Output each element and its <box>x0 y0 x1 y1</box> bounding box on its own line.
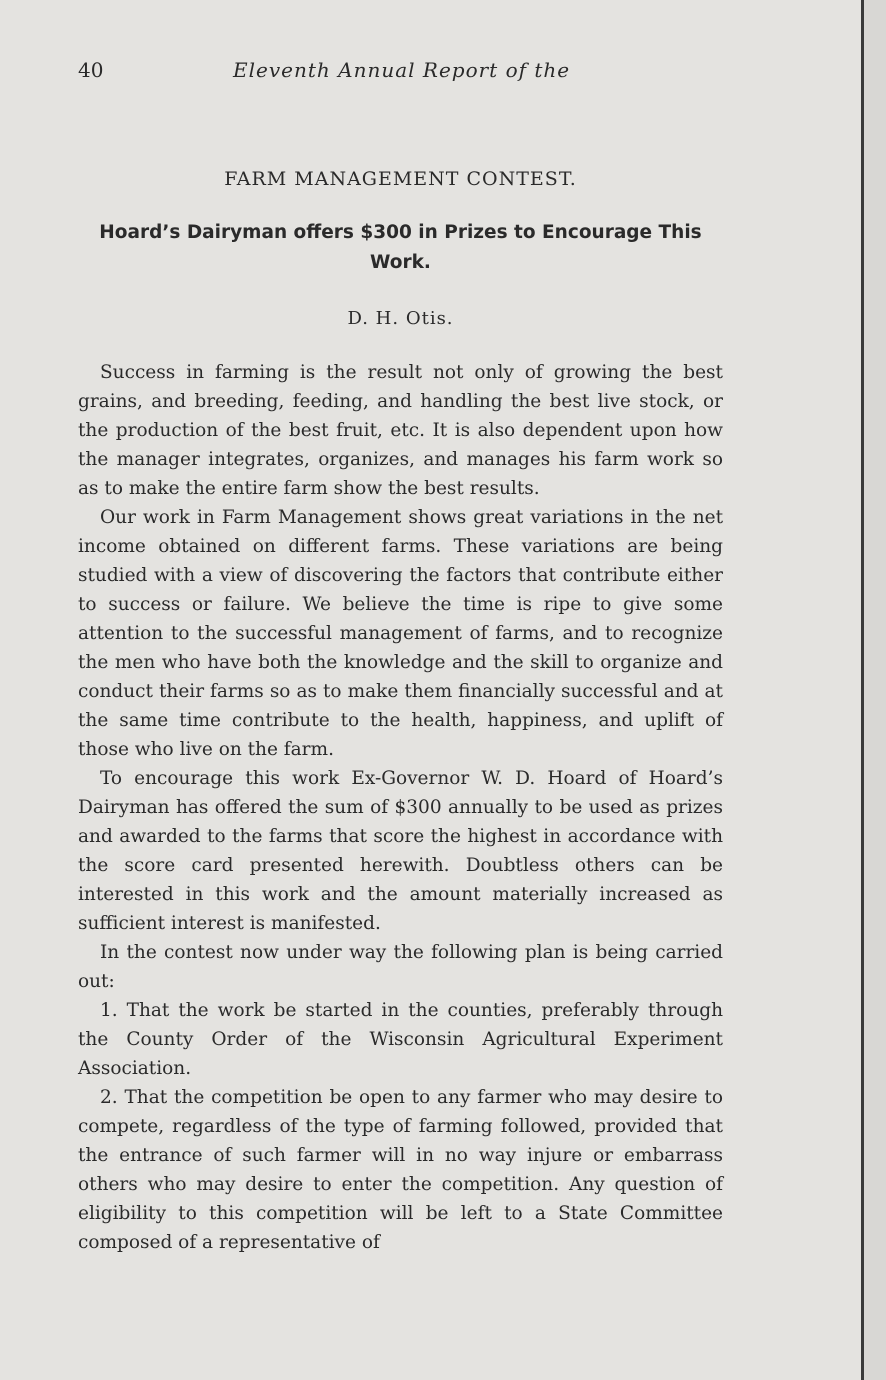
article-title: FARM MANAGEMENT CONTEST. <box>224 168 577 190</box>
paragraph-4: In the contest now under way the following plan is being carried out: <box>78 942 723 992</box>
paragraph-1: Success in farming is the result not only of growing the best grains, and breeding, feeding, and handling the best live stock, or the production of the best fruit, etc. It is also dependent upon how the manager integrates, organizes, and manages his farm work so as to make the entire farm show the best results. <box>78 362 723 499</box>
page-edge-line <box>861 0 864 1380</box>
paragraph-6: 2. That the competition be open to any farmer who may desire to compete, regardless of the type of farming followed, provided that the entrance of such farmer will in no way injure or embarrass others who may desire to enter the competition. Any question of eligibility to this competition will be left to a State Committee composed of a representative of <box>78 1087 723 1253</box>
article-body <box>78 358 723 1257</box>
running-head <box>78 58 728 88</box>
paragraph-2: Our work in Farm Management shows great variations in the net income obtained on different farms. These variations are being studied with a view of discovering the factors that contribute either to success or failure. We believe the time is ripe to give some attention to the successful management of farms, and to recognize the men who have both the knowledge and the skill to organize and conduct their farms so as to make them financially successful and at the same time contribute to the health, happiness, and uplift of those who live on the farm. <box>78 507 723 760</box>
article-author: D. H. Otis. <box>347 308 454 329</box>
running-title: Eleventh Annual Report of the <box>233 58 571 82</box>
article-subtitle: Hoard’s Dairyman offers $300 in Prizes to Encourage This Work. <box>99 222 702 273</box>
page-number: 40 <box>78 58 104 82</box>
page-margin <box>864 0 886 1380</box>
paragraph-3: To encourage this work Ex-Governor W. D. Hoard of Hoard’s Dairyman has offered the sum of $300 annually to be used as prizes and awarded to the farms that score the highest in accordance with the score card presented herewith. Doubtless others can be interested in this work and the amount materially increased as sufficient interest is manifested. <box>78 768 723 934</box>
paragraph-5: 1. That the work be started in the counties, preferably through the County Order of the Wisconsin Agricultural Experiment Association. <box>78 1000 723 1079</box>
